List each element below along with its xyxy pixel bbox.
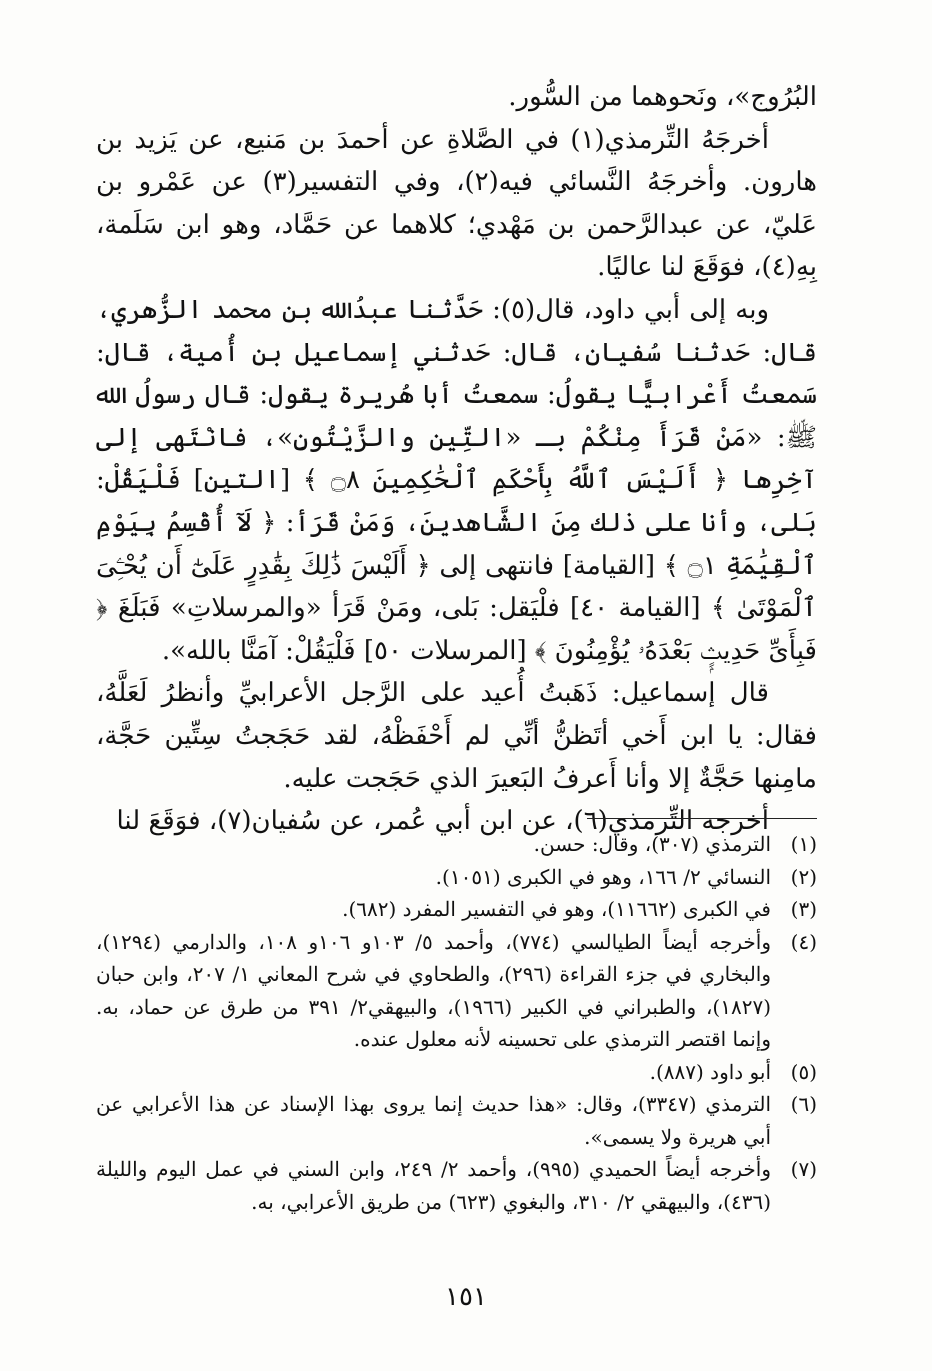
footnote bbox=[96, 1056, 817, 1089]
footnote bbox=[96, 828, 817, 861]
paragraph: قال إسماعيل: ذَهَبتُ أُعيد على الرَّجل الأعرابيِّ وأنظرُ لَعَلَّهُ، فقال: يا ابن أَخي أتَظنُّ أنِّي لم أَحْفَظْهُ، لقد حَجَجتُ سِتِّين حَجَّة، مامِنها حَجَّةٌ إلا وأنا أَعرفُ البَعيرَ الذي حَجَجت عليه. bbox=[96, 678, 817, 794]
footnote-number: (٣) bbox=[790, 897, 817, 921]
page-number: ١٥١ bbox=[445, 1282, 487, 1312]
footnote-text: النسائي ٢/ ١٦٦، وهو في الكبرى (١٠٥١). bbox=[435, 864, 771, 889]
footnote-number: (١) bbox=[790, 832, 817, 856]
footnote-text: الترمذي (٣٣٤٧)، وقال: «هذا حديث إنما يروى بهذا الإسناد عن هذا الأعرابي عن أبي هريرة ولا يسمى». bbox=[96, 1092, 771, 1149]
footnote-number: (٢) bbox=[790, 864, 817, 889]
footnote-text: الترمذي (٣٠٧)، وقال: حسن. bbox=[533, 832, 771, 856]
footnote bbox=[96, 926, 817, 1056]
footnote-number: (٧) bbox=[790, 1157, 817, 1181]
footnote-text: أبو داود (٨٨٧). bbox=[649, 1059, 771, 1084]
footnote-text: في الكبرى (١١٦٦٢)، وهو في التفسير المفرد (٦٨٢). bbox=[342, 897, 771, 921]
footnote-number: (٦) bbox=[790, 1092, 817, 1116]
main-text bbox=[96, 76, 817, 843]
footnote-divider bbox=[587, 818, 817, 819]
footnote bbox=[96, 861, 817, 894]
paragraph: أخرجَهُ التِّرمذي(١) في الصَّلاةِ عن أحمدَ بن مَنيع، عن يَزيد بن هارون. وأخرجَهُ النَّسائي فيه(٢)، وفي التفسير(٣) عن عَمْرو بن عَليّ، عن عبدالرَّحمن بن مَهْدي؛ كلاهما عن حَمَّاد، وهو ابن سَلَمة، بِهِ(٤)، فوَقَعَ لنا عاليًا. bbox=[96, 124, 817, 283]
footnote-text: وأخرجه أيضاً الطيالسي (٧٧٤)، وأحمد ٥/ ١٠٣و ١٠٦و ١٠٨، والدارمي (١٢٩٤)، والبخاري في جزء القراءة (٢٩٦)، والطحاوي في شرح المعاني ١/ ٢٠٧، وابن حبان (١٨٢٧)، والطبراني في الكبير (١٩٦٦)، والبيهقي٢/ ٣٩١ من طرق عن حماد، به. وإنما اقتصر الترمذي على تحسينه لأنه معلول عنده. bbox=[96, 929, 772, 1051]
footnote-text: وأخرجه أيضاً الحميدي (٩٩٥)، وأحمد ٢/ ٢٤٩، وابن السني في عمل اليوم والليلة (٤٣٦)، والبيهقي ٢/ ٣١٠، والبغوي (٦٢٣) من طريق الأعرابي، به. bbox=[96, 1157, 771, 1214]
footnote bbox=[96, 1153, 817, 1218]
paragraph: البُرُوج»، ونَحوهما من السُّور. bbox=[508, 82, 817, 112]
footnotes bbox=[96, 828, 817, 1218]
footnote-number: (٥) bbox=[790, 1059, 817, 1084]
paragraph: وبه إلى أبي داود، قال(٥): حَدَّثنا عبدُالله بن محمد الزُّهري، قال: حَدثنا سُفيان، قال: حَدثني إسماعيل بن أُمية، قال: سَمعتُ أَعْرابيًّا يقولُ: سمعتُ أبا هُريرة يقول: قال رسولُ الله ﷺ: «مَنْ قَرَأَ مِنْكُمْ بـ «التِّينِ والزَّيْتُونِ»، فانْتَهى إلى آخِرِها ﴿ أَلَيْسَ ٱللَّهُ بِأَحْكَمِ ٱلْحَٰكِمِينَ ۝٨ ﴾ [التين] فَلْيَقُلْ: بَلى، وأنا على ذلك مِنَ الشَّاهدينَ، وَمَنْ قَرَأ: ﴿ لَآ أُقْسِمُ بِيَوْمِ ٱلْقِيَٰمَةِ ۝١ ﴾ [القيامة] فانتهى إلى ﴿ أَلَيْسَ ذَٰلِكَ بِقَٰدِرٍ عَلَىٰٓ أَن يُحْـِۧىَ ٱلْمَوْتَىٰ ﴾ [القيامة ٤٠] فلْيَقل: بَلى، ومَنْ قَرَأ «والمرسلاتِ» فَبَلَغَ ﴿ فَبِأَىِّ حَدِيثٍۭ بَعْدَهُۥ يُؤْمِنُونَ ﴾ [المرسلات ٥٠] فَلْيَقُلْ: آمَنَّا بالله». bbox=[96, 294, 818, 666]
footnote bbox=[96, 893, 817, 926]
paragraph: أخرجه التِّرمذي(٦)، عن ابن أبي عُمر، عن سُفيان(٧)، فوَقَعَ لنا bbox=[116, 806, 769, 837]
footnote bbox=[96, 1088, 817, 1153]
footnote-number: (٤) bbox=[790, 929, 817, 954]
